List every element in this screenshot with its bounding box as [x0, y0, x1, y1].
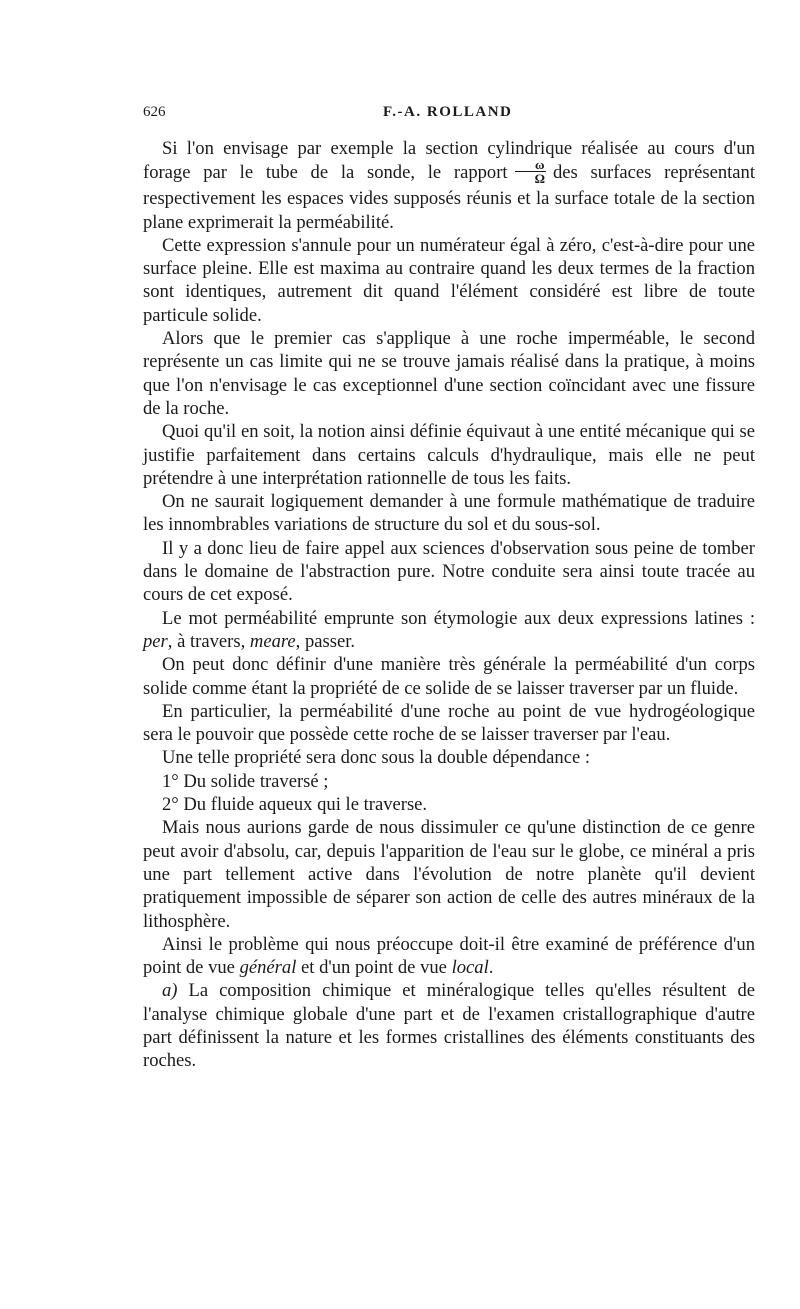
paragraph: Il y a donc lieu de faire appel aux sciences d'observation sous peine de tomber dans le domaine de l'abstraction pure. Notre conduite sera ainsi toute tracée au cours de cet exposé. [143, 537, 755, 606]
latin-term: meare [249, 630, 296, 652]
paragraph: On ne saurait logiquement demander à une formule mathématique de traduire les innombrables variations de structure du sol et du sous-sol. [143, 491, 755, 536]
latin-term: per [143, 630, 168, 652]
paragraph: En particulier, la perméabilité d'une roche au point de vue hydrogéologique sera le pouvoir que possède cette roche de se laisser traverser par l'eau. [143, 700, 755, 746]
list-item: 2° Du fluide aqueux qui le traverse. [162, 794, 428, 816]
page-header [143, 104, 755, 128]
paragraph: Cette expression s'annule pour un numérateur égal à zéro, c'est-à-dire pour une surface pleine. Elle est maxima au contraire quand les deux termes de la fraction sont identiques, autrement dit quand l'élément considéré est libre de toute particule solide. [143, 234, 755, 326]
paragraph: Alors que le premier cas s'applique à une roche imperméable, le second représente un cas limite qui ne se trouve jamais réalisé dans la pratique, à moins que l'on n'envisage le cas exceptionnel d'une section coïncidant avec une fissure de la roche. [143, 328, 755, 419]
paragraph-text: , à travers, [167, 630, 250, 652]
paragraph: Quoi qu'il en soit, la notion ainsi définie équivaut à une entité mécanique qui se justifie parfaitement dans certains calculs d'hydraulique, mais elle ne peut prétendre à une interprétation rationnelle de tous les faits. [143, 421, 755, 489]
fraction-numerator: ω [515, 158, 546, 172]
paragraph [143, 979, 755, 1072]
paragraph-text: des surfaces représentant respectivement les espaces vides supposés réunis et la surface totale de la section plane exprimerait la perméabilité. [143, 162, 755, 233]
emphasis: général [239, 957, 297, 979]
fraction [515, 158, 546, 185]
paragraph: On peut donc définir d'une manière très générale la perméabilité d'un corps solide comme étant la propriété de ce solide de se laisser traverser par un fluide. [143, 654, 755, 699]
paragraph [143, 607, 755, 654]
emphasis: local [451, 957, 489, 979]
section-label: a) [162, 980, 178, 1002]
paragraph-text: , passer. [295, 630, 356, 652]
fraction-denominator: Ω [534, 171, 545, 187]
list-item: 1° Du solide traversé ; [162, 770, 329, 792]
paragraph-text: et d'un point de vue [296, 957, 452, 979]
paragraph: Mais nous aurions garde de nous dissimuler ce qu'une distinction de ce genre peut avoir d'absolu, car, depuis l'apparition de l'eau sur le globe, ce minéral a pris une part tellement active dans l'évolution de notre planète qu'il devient pratiquement impossible de séparer son action de celle des autres minéraux de la lithosphère. [143, 817, 755, 932]
paragraph-text: . [488, 957, 494, 979]
paragraph [143, 137, 755, 234]
paragraph [143, 933, 755, 980]
paragraph-text: Ainsi le problème qui nous préoccupe doit-il être examiné de préférence d'un point de vue [143, 933, 755, 979]
paragraph-text: La composition chimique et minéralogique telles qu'elles résultent de l'analyse chimique globale d'une part et de l'examen cristallographique d'autre part définissent la nature et les formes cristallines des éléments constituants des roches. [143, 980, 755, 1072]
body-text [143, 137, 755, 1073]
paragraph: Une telle propriété sera donc sous la double dépendance : [162, 747, 591, 769]
paragraph-text: Si l'on envisage par exemple la section cylindrique réalisée au cours d'un forage par le tube de la sonde, le rapport [143, 138, 755, 184]
page-number: 626 [143, 104, 166, 120]
running-head: F.-A. ROLLAND [383, 104, 513, 120]
paragraph-text: Le mot perméabilité emprunte son étymologie aux deux expressions latines : [162, 607, 755, 629]
